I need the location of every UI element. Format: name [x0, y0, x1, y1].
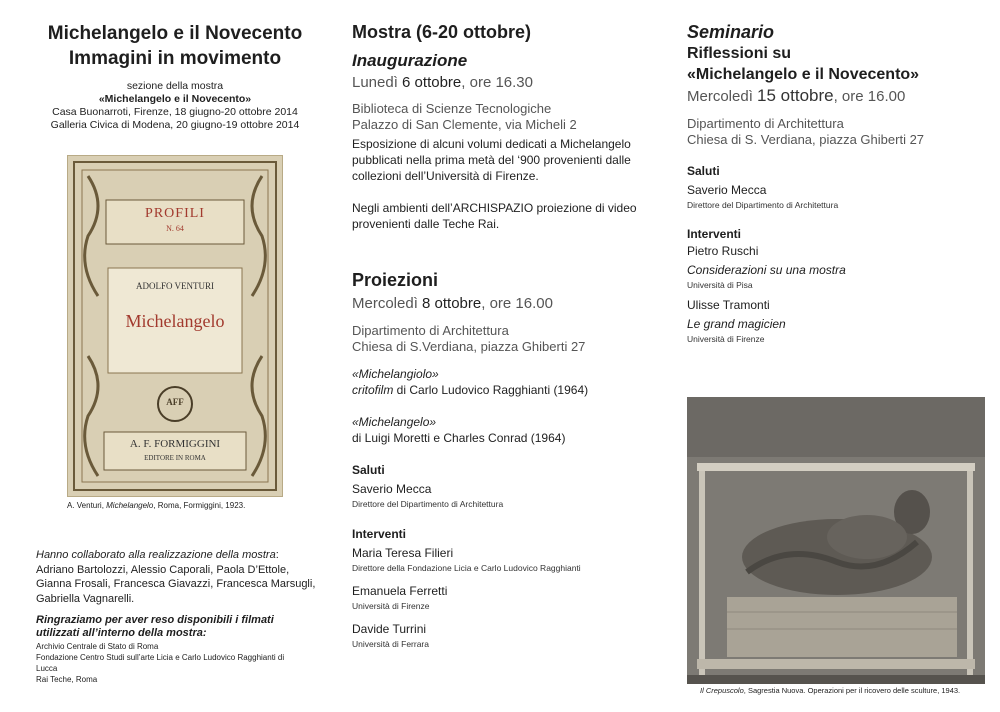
- seminar-day-date: 15 ottobre: [757, 86, 834, 105]
- projections-heading: Proiezioni: [352, 270, 439, 290]
- speaker-role: Università di Ferrara: [352, 639, 429, 649]
- seminar-interventi-label: Interventi: [687, 227, 742, 241]
- book-caption: [67, 501, 297, 511]
- seminar-label: Seminario: [687, 22, 775, 42]
- speaker-name: Pietro Ruschi: [687, 244, 759, 258]
- speaker-name: Ulisse Tramonti: [687, 298, 770, 312]
- exhibition-name: «Michelangelo e il Novecento»: [98, 93, 252, 105]
- inauguration-time: , ore 16.30: [461, 74, 533, 91]
- collab-line: Gianna Frosali, Francesca Giavazzi, Francesca Marsugli,: [36, 578, 316, 590]
- book-publisher-sub: EDITORE IN ROMA: [144, 454, 206, 462]
- seminar-saluti-name: Saverio Mecca: [687, 183, 767, 197]
- photo-caption-text: , Sagrestia Nuova. Operazioni per il ricovero delle sculture, 1943.: [743, 686, 961, 695]
- description-line: Esposizione di alcuni volumi dedicati a Michelangelo: [352, 137, 631, 151]
- sculture-photo: [687, 397, 985, 684]
- film1-title: «Michelangiolo»: [352, 367, 439, 381]
- film1-author: di Carlo Ludovico Ragghianti (1964): [393, 383, 589, 397]
- inauguration-label: Inaugurazione: [352, 51, 468, 70]
- speaker-talk: Considerazioni su una mostra: [687, 263, 846, 277]
- projections-place: Dipartimento di Architettura: [352, 323, 509, 338]
- thanks-block: [36, 614, 326, 685]
- speaker-role: Università di Firenze: [352, 601, 430, 611]
- thanks-heading-2: utilizzati all’interno della mostra:: [36, 627, 207, 639]
- inauguration-day-date: 6 ottobre: [402, 74, 462, 91]
- venue-florence: Casa Buonarroti, Firenze, 18 giugno-20 ottobre 2014: [52, 106, 298, 118]
- collaborators-block: [36, 548, 326, 606]
- inauguration-place: Biblioteca di Scienze Tecnologiche: [352, 101, 552, 116]
- book-series: PROFILI: [145, 206, 205, 221]
- speaker-role: Università di Pisa: [687, 280, 753, 290]
- thanks-item: Fondazione Centro Studi sull’arte Licia e Carlo Ludovico Ragghianti di: [36, 653, 285, 662]
- title-line1: Michelangelo e il Novecento: [47, 23, 303, 44]
- description-line: Negli ambienti dell’ARCHISPAZIO proiezione di video: [352, 201, 637, 215]
- seminar-title-line2: «Michelangelo e il Novecento»: [687, 66, 920, 83]
- film2-credit: di Luigi Moretti e Charles Conrad (1964): [352, 431, 566, 445]
- projections-day: Mercoledì: [352, 295, 423, 312]
- inauguration-address: Palazzo di San Clemente, via Micheli 2: [352, 117, 577, 132]
- collab-colon: :: [275, 549, 279, 561]
- saluti-role: Direttore del Dipartimento di Architettura: [352, 499, 504, 509]
- collab-line: Gabriella Vagnarelli.: [36, 592, 135, 605]
- film1-credit: [352, 382, 662, 398]
- film2-title: «Michelangelo»: [352, 415, 437, 429]
- thanks-heading: Ringraziamo per aver reso disponibili i filmati: [36, 614, 274, 626]
- caption-title: Michelangelo: [106, 501, 154, 510]
- description-line: provenienti dalle Teche Rai.: [352, 217, 500, 231]
- seminar-date: [687, 86, 987, 107]
- thanks-item: Archivio Centrale di Stato di Roma: [36, 642, 159, 651]
- book-publisher: A. F. FORMIGGINI: [129, 438, 221, 450]
- book-number: N. 64: [166, 224, 184, 233]
- inauguration-date: [352, 73, 662, 93]
- description-line: pubblicati nella prima metà del ‘900 provenienti dalle: [352, 153, 631, 167]
- book-cover-image: [67, 155, 283, 497]
- saluti-name: Saverio Mecca: [352, 482, 432, 496]
- speaker-role: Università di Firenze: [687, 334, 765, 344]
- saluti-label: Saluti: [352, 463, 385, 477]
- book-author: ADOLFO VENTURI: [135, 281, 215, 291]
- inauguration-day: Lunedì: [352, 74, 403, 91]
- right-column: [687, 0, 987, 345]
- seminar-saluti-role: Direttore del Dipartimento di Architettura: [687, 200, 839, 210]
- projections-date: [352, 294, 662, 314]
- middle-column: [352, 0, 662, 650]
- thanks-item: Lucca: [36, 664, 58, 673]
- seminar-title-line1: Riflessioni su: [687, 45, 792, 62]
- speaker-name: Davide Turrini: [352, 622, 427, 636]
- projections-time: , ore 16.00: [481, 295, 553, 312]
- book-monogram: AFF: [166, 397, 184, 407]
- speaker-role: Direttore della Fondazione Licia e Carlo Ludovico Ragghianti: [352, 563, 581, 573]
- thanks-list: [36, 641, 326, 685]
- projections-day-date: 8 ottobre: [422, 295, 482, 312]
- seminar-saluti-label: Saluti: [687, 164, 720, 178]
- caption-suffix: , Roma, Formiggini, 1923.: [153, 501, 246, 510]
- speaker-name: Emanuela Ferretti: [352, 584, 448, 598]
- description-line: collezioni dell’Università di Firenze.: [352, 169, 539, 183]
- thanks-item: Rai Teche, Roma: [36, 675, 98, 684]
- description-2: [352, 200, 662, 232]
- seminar-day: Mercoledì: [687, 88, 758, 105]
- photo-caption-title: Il Crepuscolo: [700, 686, 744, 695]
- left-column: [30, 0, 320, 132]
- title-line2: Immagini in movimento: [68, 48, 282, 69]
- collab-heading: Hanno collaborato alla realizzazione della mostra: [36, 549, 276, 561]
- projections-address: Chiesa di S.Verdiana, piazza Ghiberti 27: [352, 339, 586, 354]
- interventi-label: Interventi: [352, 527, 407, 541]
- speaker-talk: Le grand magicien: [687, 317, 786, 331]
- film1-kind: critofilm: [352, 383, 394, 397]
- collab-line: Adriano Bartolozzi, Alessio Caporali, Paola D’Ettole,: [36, 563, 290, 576]
- description-1: [352, 136, 662, 184]
- seminar-place: Dipartimento di Architettura: [687, 116, 844, 131]
- speaker-name: Maria Teresa Filieri: [352, 546, 454, 560]
- venue-modena: Galleria Civica di Modena, 20 giugno-19 ottobre 2014: [50, 119, 300, 131]
- book-title: Michelangelo: [125, 311, 225, 331]
- photo-caption: [700, 686, 990, 696]
- seminar-time: , ore 16.00: [833, 88, 906, 105]
- photo-scene: [687, 397, 985, 684]
- exhibition-heading: Mostra (6-20 ottobre): [352, 22, 532, 42]
- caption-prefix: A. Venturi,: [67, 501, 107, 510]
- section-label: sezione della mostra: [126, 80, 224, 92]
- seminar-address: Chiesa di S. Verdiana, piazza Ghiberti 27: [687, 132, 925, 147]
